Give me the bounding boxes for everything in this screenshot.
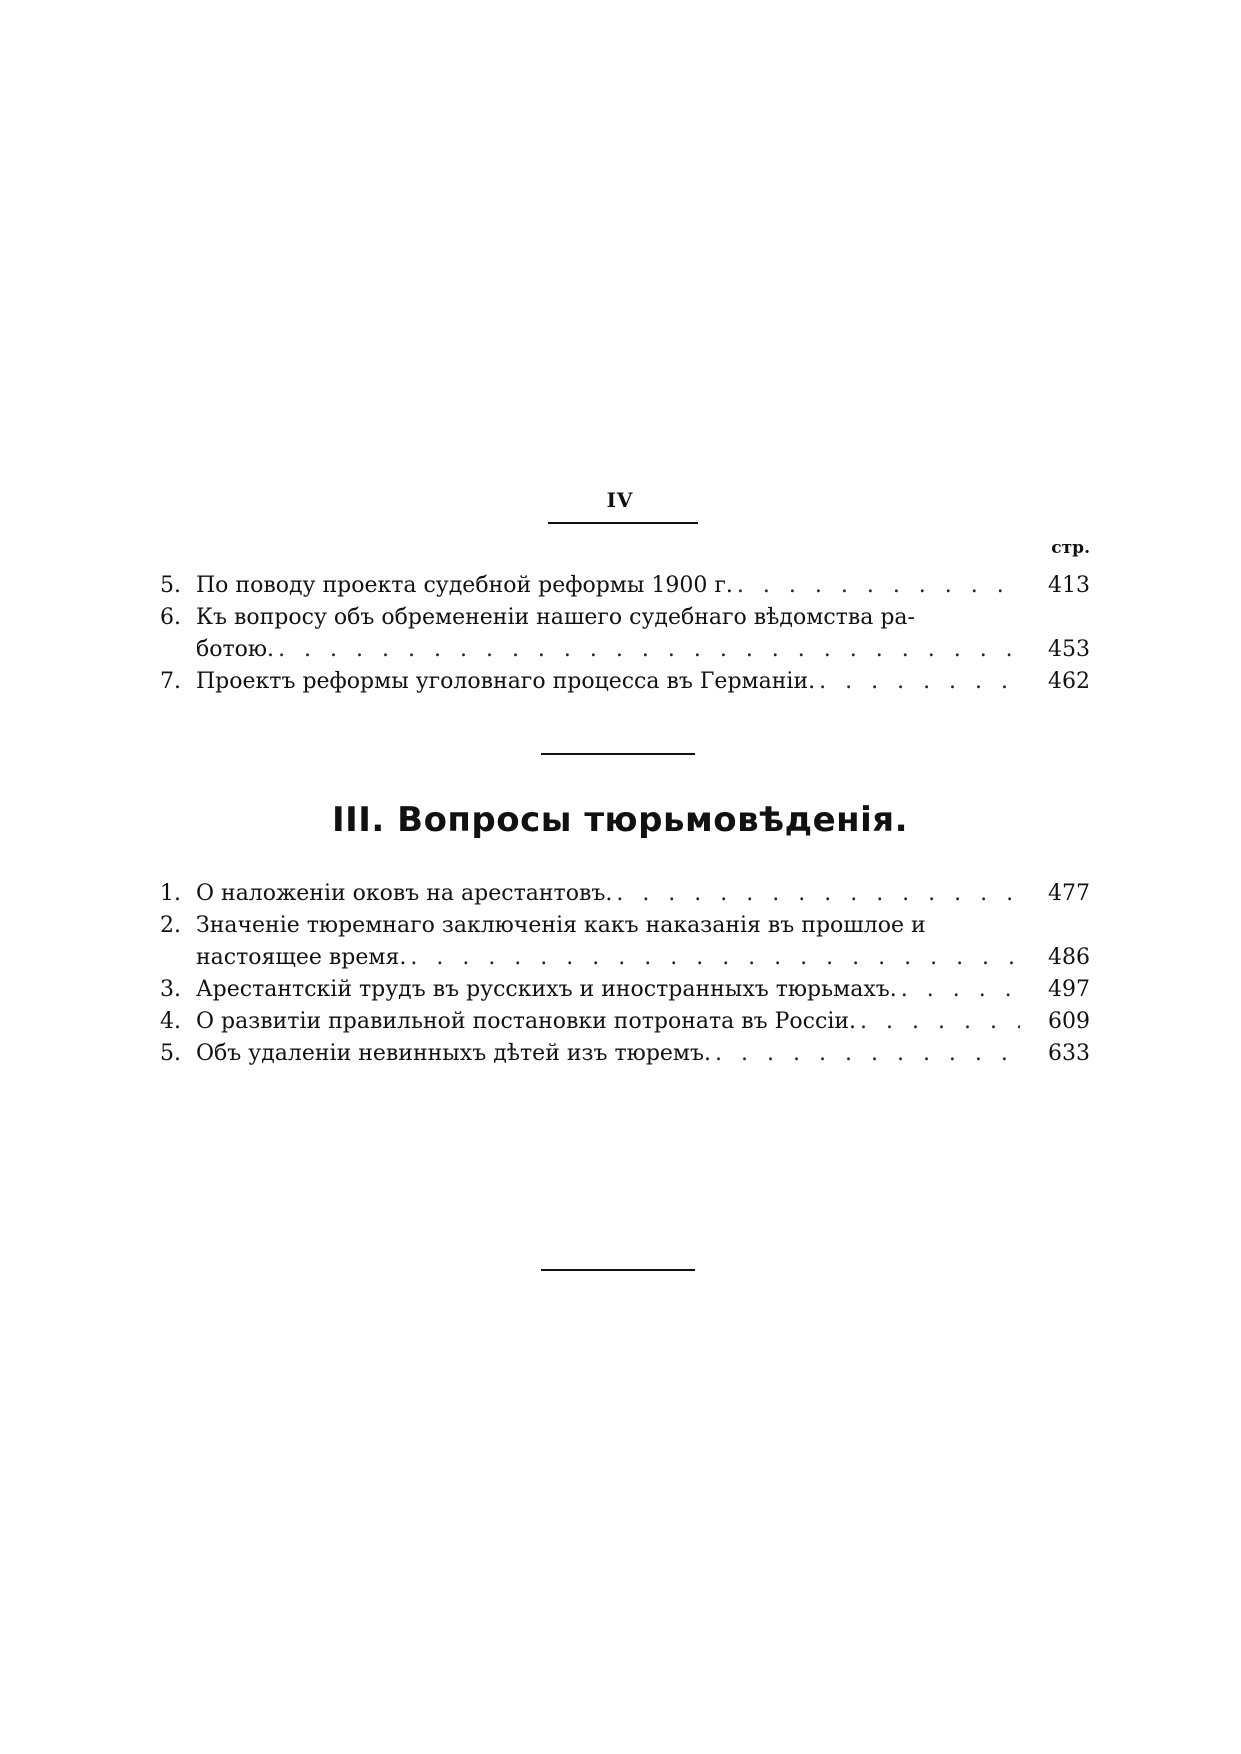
toc-entry-title: Значеніе тюремнаго заключенія какъ наказанія въ прошлое и [196,913,926,938]
toc-entry [160,910,1090,974]
toc-entry-line [160,634,1090,666]
toc-entry-line [160,878,1090,910]
section-title: III. Вопросы тюрьмовѣденія. [331,800,909,840]
toc-entry-title: По поводу проекта судебной реформы 1900 г. [196,573,733,598]
toc-entry-title: Объ удаленіи невинныхъ дѣтей изъ тюремъ. [196,1041,712,1066]
toc-entry [160,1006,1090,1038]
toc-entry [160,974,1090,1006]
toc-entry-number: 5. [160,573,181,598]
dot-leader [856,1006,1020,1038]
page-number: IV [606,488,634,512]
toc-entry-title: Проектъ реформы уголовнаго процесса въ Германіи. [196,669,816,694]
toc-entry [160,666,1090,698]
toc-entry-title: О развитіи правильной постановки потроната въ Россіи. [196,1009,857,1034]
toc-entry-line [160,974,1090,1006]
dot-leader [733,570,1020,602]
toc-entry [160,878,1090,910]
page-column-header: стр. [1051,538,1090,558]
toc-entry-line [160,570,1090,602]
dot-leader [406,942,1020,974]
toc-entry-line [160,1038,1090,1070]
toc-entry-page: 486 [1048,945,1090,970]
toc-entry [160,570,1090,602]
toc-entry-title: Арестантскій трудъ въ русскихъ и иностранныхъ тюрьмахъ. [196,977,897,1002]
toc-section-3 [160,878,1090,1070]
toc-entry-line [160,910,1090,942]
toc-entry-page: 477 [1048,881,1090,906]
toc-entry-line [160,1006,1090,1038]
dot-leader [815,666,1020,698]
toc-entry-number: 4. [160,1009,181,1034]
toc-entry-number: 1. [160,881,181,906]
toc-entry-title: О наложеніи оковъ на арестантовъ. [196,881,613,906]
toc-entry-number: 3. [160,977,181,1002]
toc-entry-line [160,942,1090,974]
dot-leader [897,974,1020,1006]
toc-entry-number: 6. [160,605,181,630]
dot-leader [711,1038,1020,1070]
section-divider-rule [541,753,695,755]
end-rule [541,1269,695,1271]
toc-entry-page: 453 [1048,637,1090,662]
toc-entry [160,602,1090,666]
toc-entry-page: 497 [1048,977,1090,1002]
toc-entry-line [160,602,1090,634]
toc-entry-number: 7. [160,669,181,694]
toc-entry-page: 633 [1048,1041,1090,1066]
toc-entry-number: 2. [160,913,181,938]
toc-section-2 [160,570,1090,698]
toc-entry-title: Къ вопросу объ обремененіи нашего судебнаго вѣдомства ра- [196,605,915,630]
toc-entry-page: 609 [1048,1009,1090,1034]
toc-entry-page: 462 [1048,669,1090,694]
toc-entry-title: настоящее время. [196,945,407,970]
dot-leader [612,878,1020,910]
toc-entry [160,1038,1090,1070]
toc-entry-number: 5. [160,1041,181,1066]
dot-leader [274,634,1020,666]
toc-entry-line [160,666,1090,698]
toc-entry-page: 413 [1048,573,1090,598]
toc-entry-title: ботою. [196,637,275,662]
header-rule [548,522,698,524]
